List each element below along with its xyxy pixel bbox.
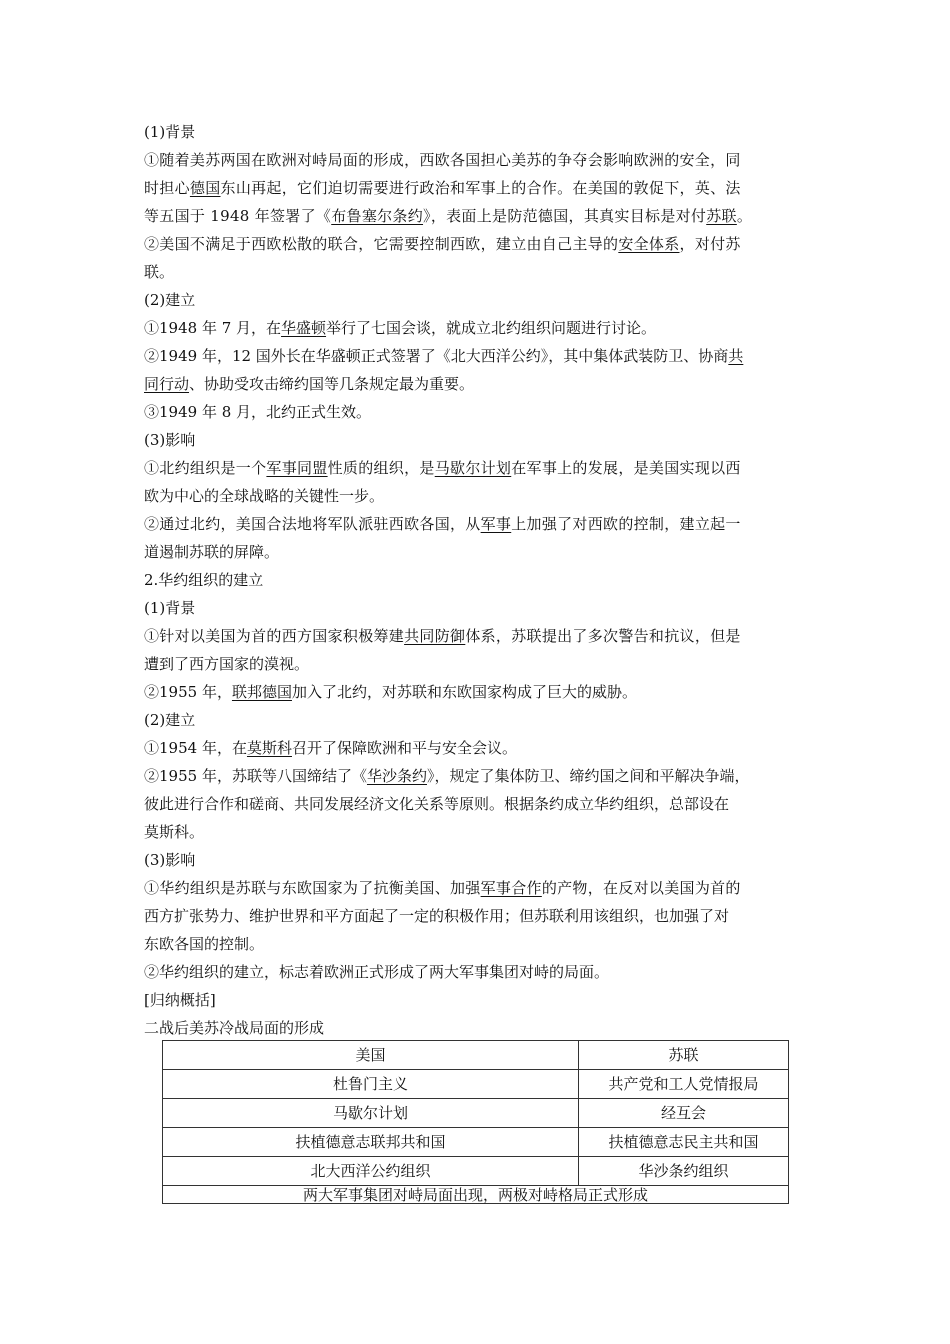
table-cell: 共产党和工人党情报局	[579, 1070, 789, 1099]
table-cell: 杜鲁门主义	[163, 1070, 579, 1099]
table-row	[163, 1099, 789, 1128]
table-footer-row	[163, 1186, 789, 1204]
text-line: 同行动、协助受攻击缔约国等几条规定最为重要。	[144, 375, 475, 393]
text-line: (1)背景	[144, 123, 196, 141]
text-line: 遭到了西方国家的漠视。	[144, 655, 310, 673]
text-line: ③1949 年 8 月，北约正式生效。	[144, 403, 372, 421]
text-line: ②华约组织的建立，标志着欧洲正式形成了两大军事集团对峙的局面。	[144, 963, 610, 981]
text-line: ①1954 年，在莫斯科召开了保障欧洲和平与安全会议。	[144, 739, 517, 757]
underlined-term: 共同防御	[404, 627, 466, 645]
underlined-term: 德国	[189, 179, 221, 197]
text-line: (2)建立	[144, 291, 196, 309]
table-row	[163, 1157, 789, 1186]
underlined-term: 华盛顿	[281, 319, 327, 337]
underlined-term: 莫斯科	[246, 739, 292, 757]
text-line: (2)建立	[144, 711, 196, 729]
underlined-term: 军事同盟	[266, 459, 328, 477]
text-line: 联。	[144, 263, 175, 281]
table-header-row	[163, 1041, 789, 1070]
text-line: ②1949 年，12 国外长在华盛顿正式签署了《北大西洋公约》，其中集体武装防卫、协商共	[144, 347, 744, 365]
text-line: (1)背景	[144, 599, 196, 617]
text-line: 时担心德国东山再起，它们迫切需要进行政治和军事上的合作。在美国的敦促下，英、法	[144, 179, 741, 197]
underlined-term: 军事	[480, 515, 512, 533]
text-line: 道遏制苏联的屏障。	[144, 543, 280, 561]
table-cell: 华沙条约组织	[579, 1157, 789, 1186]
underlined-term: 苏联	[706, 207, 737, 225]
underlined-term: 联邦德国	[231, 683, 292, 701]
table-cell: 扶植德意志民主共和国	[579, 1128, 789, 1157]
text-line: 彼此进行合作和磋商、共同发展经济文化关系等原则。根据条约成立华约组织，总部设在	[144, 795, 730, 813]
table-cell: 北大西洋公约组织	[163, 1157, 579, 1186]
comparison-table	[162, 1040, 789, 1204]
table-row	[163, 1128, 789, 1157]
table-caption: 二战后美苏冷战局面的形成	[144, 1019, 325, 1037]
text-line: ②美国不满足于西欧松散的联合，它需要控制西欧，建立由自己主导的安全体系，对付苏	[144, 235, 741, 253]
section-heading: 2.华约组织的建立	[144, 571, 264, 589]
underlined-term: 布鲁塞尔条约	[331, 207, 424, 225]
underlined-term: 共	[728, 347, 744, 365]
table-header-cell: 美国	[163, 1041, 579, 1070]
text-line: 西方扩张势力、维护世界和平方面起了一定的积极作用；但苏联利用该组织，也加强了对	[144, 907, 730, 925]
text-line: [归纳概括]	[144, 991, 216, 1009]
text-line: 莫斯科。	[144, 823, 205, 841]
text-line: ②通过北约，美国合法地将军队派驻西欧各国，从军事上加强了对西欧的控制，建立起一	[144, 515, 741, 533]
underlined-term: 马歇尔计划	[434, 459, 512, 477]
underlined-term: 安全体系	[618, 235, 680, 253]
text-line: (3)影响	[144, 431, 196, 449]
text-line: ①华约组织是苏联与东欧国家为了抗衡美国、加强军事合作的产物，在反对以美国为首的	[144, 879, 741, 897]
text-line: 等五国于 1948 年签署了《布鲁塞尔条约》，表面上是防范德国，其真实目标是对付苏联。	[144, 207, 753, 225]
table-cell: 马歇尔计划	[163, 1099, 579, 1128]
text-line: 东欧各国的控制。	[144, 935, 265, 953]
table-cell: 经互会	[579, 1099, 789, 1128]
underlined-term: 同行动	[144, 375, 190, 393]
text-line: ①1948 年 7 月，在华盛顿举行了七国会谈，就成立北约组织问题进行讨论。	[144, 319, 657, 337]
text-line: 欧为中心的全球战略的关键性一步。	[144, 487, 385, 505]
underlined-term: 华沙条约	[366, 767, 427, 785]
text-line: (3)影响	[144, 851, 196, 869]
text-line: ①针对以美国为首的西方国家积极筹建共同防御体系，苏联提出了多次警告和抗议，但是	[144, 627, 741, 645]
table-footer-cell: 两大军事集团对峙局面出现，两极对峙格局正式形成	[163, 1186, 789, 1204]
text-line: ②1955 年，苏联等八国缔结了《华沙条约》，规定了集体防卫、缔约国之间和平解决争端，	[144, 767, 750, 785]
text-line: ②1955 年，联邦德国加入了北约，对苏联和东欧国家构成了巨大的威胁。	[144, 683, 637, 701]
underlined-term: 军事合作	[480, 879, 542, 897]
table-cell: 扶植德意志联邦共和国	[163, 1128, 579, 1157]
text-line: ①随着美苏两国在欧洲对峙局面的形成，西欧各国担心美苏的争夺会影响欧洲的安全，同	[144, 151, 741, 169]
table-row	[163, 1070, 789, 1099]
table-header-cell: 苏联	[579, 1041, 789, 1070]
text-line: ①北约组织是一个军事同盟性质的组织，是马歇尔计划在军事上的发展，是美国实现以西	[144, 459, 741, 477]
document-body	[144, 118, 808, 1042]
